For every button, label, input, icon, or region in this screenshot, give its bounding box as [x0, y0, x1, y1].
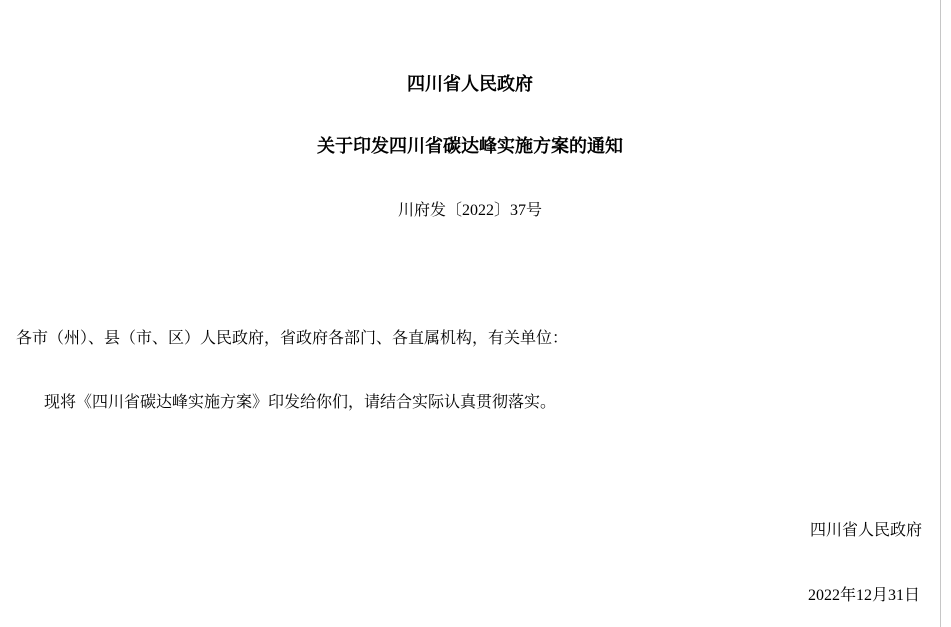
- document-org-title: 四川省人民政府: [407, 74, 533, 94]
- signature-org: 四川省人民政府: [809, 522, 922, 539]
- document-number: 川府发〔2022〕37号: [397, 202, 542, 219]
- salutation-line: 各市（州）、县（市、区）人民政府，省政府各部门、各直属机构，有关单位：: [16, 330, 569, 347]
- signature-date: 2022年12月31日: [807, 587, 920, 604]
- document-notice-title: 关于印发四川省碳达峰实施方案的通知: [317, 136, 623, 156]
- body-paragraph: 现将《四川省碳达峰实施方案》印发给你们，请结合实际认真贯彻落实。: [44, 394, 557, 411]
